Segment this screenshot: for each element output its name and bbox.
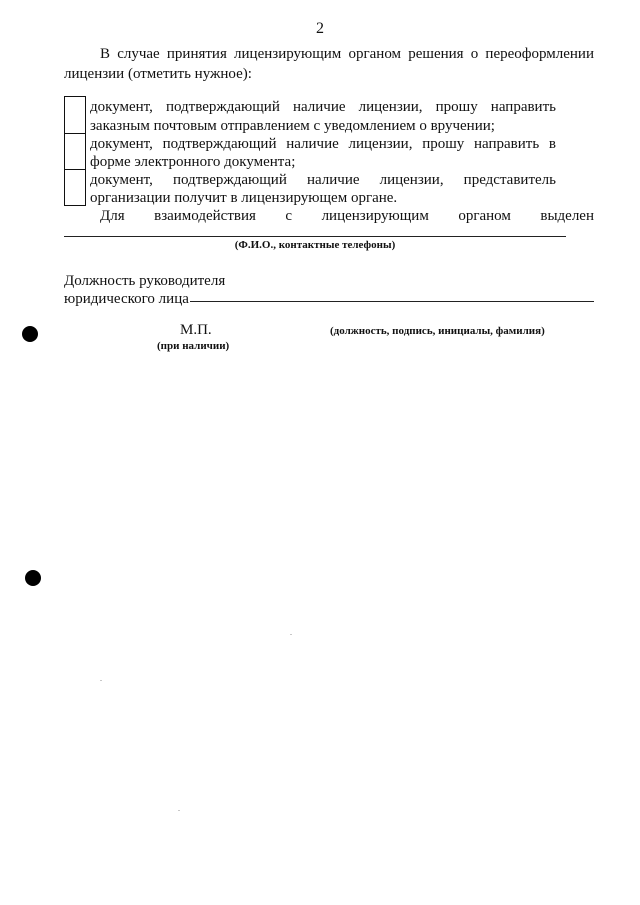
head-position-line-2: юридического лица [64, 291, 189, 307]
option-3-line-1: документ, подтверждающий наличие лицензии, представитель [90, 172, 556, 188]
option-2-line-2: форме электронного документа; [90, 154, 296, 170]
option-3-line-2: организации получит в лицензирующем органе. [90, 190, 398, 206]
option-3-checkbox[interactable] [64, 169, 86, 206]
intro-line-1: В случае принятия лицензирующим органом решения о переоформлении [100, 46, 594, 62]
stamp-label: М.П. [180, 322, 212, 338]
stamp-note: (при наличии) [157, 340, 230, 352]
option-2-checkbox[interactable] [64, 133, 86, 170]
head-position-line-1: Должность руководителя [64, 273, 226, 289]
option-2-line-1: документ, подтверждающий наличие лицензии, прошу направить в [90, 136, 556, 152]
punch-hole-bottom [25, 570, 41, 586]
intro-line-2: лицензии (отметить нужное): [64, 66, 252, 82]
scan-speck [290, 634, 292, 635]
interaction-text: Для взаимодействия с лицензирующим органом выделен [100, 208, 594, 224]
option-1-line-1: документ, подтверждающий наличие лицензии, прошу направить [90, 99, 556, 115]
head-signature-line[interactable] [190, 301, 594, 302]
scan-speck [100, 680, 102, 681]
page-number: 2 [316, 20, 324, 37]
contact-caption: (Ф.И.О., контактные телефоны) [234, 239, 396, 251]
punch-hole-top [22, 326, 38, 342]
option-1-line-2: заказным почтовым отправлением с уведомлением о вручении; [90, 118, 495, 134]
contact-input-line[interactable] [64, 236, 566, 237]
option-1-checkbox[interactable] [64, 96, 86, 134]
signature-caption: (должность, подпись, инициалы, фамилия) [330, 325, 545, 337]
scan-speck [178, 810, 180, 811]
